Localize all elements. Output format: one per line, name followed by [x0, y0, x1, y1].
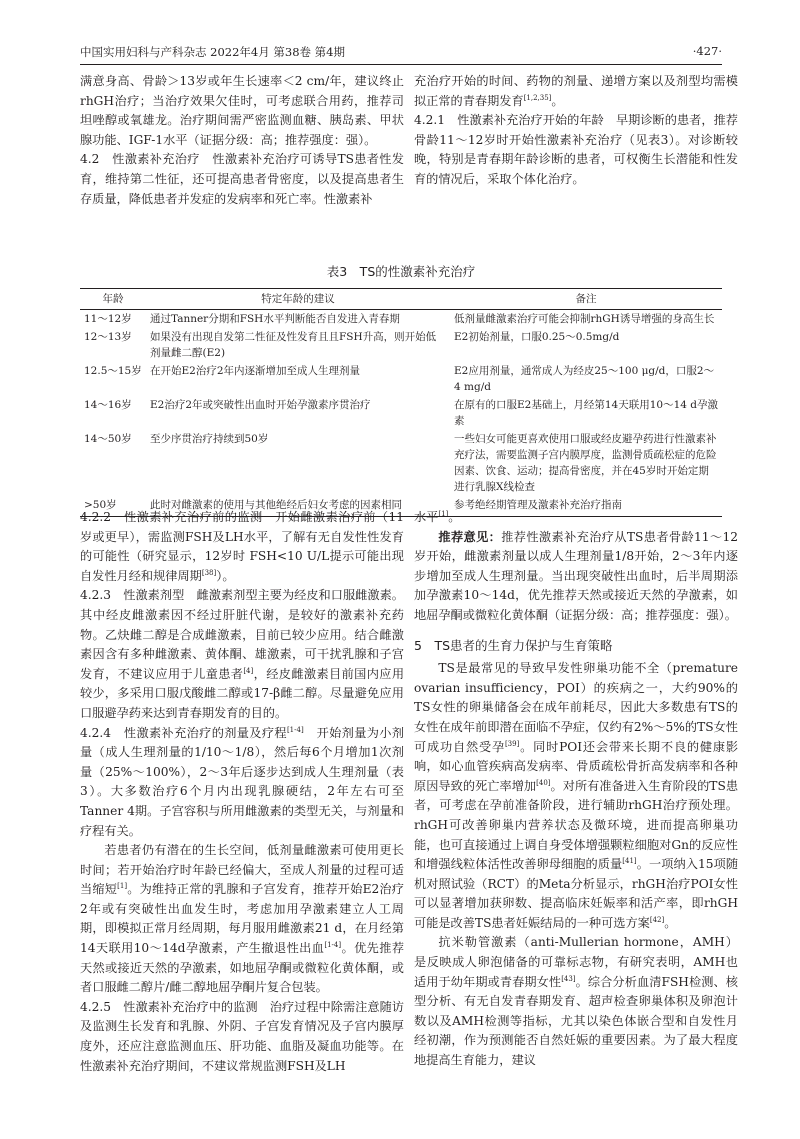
- cell-note: 在原有的口服E2基础上，月经第14天联用10～14 d孕激素: [454, 399, 718, 427]
- cell-suggestion: E2治疗2年或突破性出血时开始孕激素序贯治疗: [150, 399, 371, 411]
- cell-age: 14～16岁: [84, 399, 132, 411]
- section-4-2: 4.2 性激素补充治疗 性激素补充治疗可诱导TS患者性发育，维持第二性征，还可提高患者骨密度，以及提高患者生存质量，降低患者并发症的发病率和死亡率。性激素补: [80, 152, 404, 206]
- citation: [1]: [438, 509, 449, 518]
- page-number: ·427·: [692, 44, 722, 58]
- column-left-top: [80, 72, 404, 209]
- citation: [40]: [536, 778, 551, 787]
- section-4-2-1: 4.2.1 性激素补充治疗开始的年龄 早期诊断的患者，推荐骨龄11～12岁时开始性激素补充治疗（见表3）。对诊断较晚，特别是青春期年龄诊断的患者，可权衡生长潜能和性发育的情况后，采取个体化治疗。: [414, 113, 738, 186]
- citation: [41]: [622, 857, 637, 866]
- cell-age: 11～12岁: [84, 313, 132, 325]
- citation: [1-4]: [324, 941, 342, 949]
- citation: [38]: [201, 568, 217, 577]
- section-4-2-5: 4.2.5 性激素补充治疗中的监测 治疗过程中除需注意随访及监测生长发育和乳腺、外阴、子宫发育情况及子宫内膜厚度外，还应注意监测血压、肝功能、血脂及凝血功能等。在性激素补充治疗期间，不建议常规监测FSH及LH: [80, 999, 404, 1073]
- paragraph: 满意身高、骨龄＞13岁或年生长速率＜2 cm/年，建议终止rhGH治疗；当治疗效果欠佳时，可考虑联合用药，推荐司坦唑醇或氧雄龙。治疗期间需严密监测血糖、胰岛素、甲状腺功能、IGF-1水平（证据分级：高；推荐强度：强）。: [80, 74, 404, 147]
- table-row: [80, 310, 722, 329]
- section-4-2-3: 4.2.3 性激素剂型 雌激素剂型主要为经皮和口服雌激素。其中经皮雌激素因不经过肝脏代谢，是较好的激素补充药物。乙炔雌二醇是合成雌激素，目前已较少应用。结合雌激素因含有多种雌激素、黄体酮、雄激素，可干扰乳腺和子宫发育，不建议应用于儿童患者[4]，经皮雌激素目前国内应用较少，多采用口服戊酸雌二醇或17-β雌二醇。尽量避免应用口服避孕药来达到青春期发育的目的。: [80, 588, 405, 720]
- column-right-top: [414, 72, 738, 190]
- running-header: [80, 40, 722, 65]
- header-age: 年龄: [80, 289, 146, 310]
- cell-note: 低剂量雌激素治疗可能会抑制rhGH诱导增强的身高生长: [454, 313, 715, 325]
- cell-age: >50岁: [80, 496, 146, 517]
- citation: [39]: [504, 739, 520, 748]
- table-row: [80, 430, 722, 496]
- recommendation: 推荐意见：推荐性激素补充治疗从TS患者骨龄11～12岁开始，雌激素剂量以成人生理剂量1/8开始，2～3年内逐步增加至成人生理剂量。当出现突破性出血时，后半周期添加孕激素10～14d，优先推荐天然或接近天然的孕激素，如地屈孕酮或微粒化黄体酮（证据分级：高；推荐强度：强）。: [414, 529, 739, 622]
- journal-citation: 中国实用妇科与产科杂志 2022年4月 第38卷 第4期: [80, 45, 345, 59]
- section-4-2-2: 4.2.2 性激素补充治疗前的监测 开始雌激素治疗前（11岁或更早），需监测FSH及LH水平，了解有无自发性性发育的可能性（研究显示，12岁时 FSH<10 U/L提示可能出现自发性月经和规律周期[38]）。: [80, 510, 404, 583]
- cell-suggestion: 通过Tanner分期和FSH水平判断能否自发进入青春期: [150, 313, 400, 325]
- cell-suggestion: 如果没有出现自发第二性征及性发育且且FSH升高，则开始低剂量雌二醇(E2): [150, 331, 437, 359]
- paragraph: 抗米勒管激素（anti-Mullerian hormone，AMH）是反映成人卵泡储备的可靠标志物，有研究表明，AMH也适用于幼年期或青春期女性[43]。综合分析血清FSH检测、核型分析、有无自发青春期发育、超声检查卵巢体积及卵泡计数以及AMH检测等指标，尤其以染色体嵌合型和自发性月经初潮，作为预测能否自然妊娠的重要因素。为了最大程度地提高生育能力，建议: [414, 935, 738, 1068]
- table-row: [80, 328, 722, 362]
- cell-age: 14～50岁: [84, 433, 132, 445]
- paragraph: 若患者仍有潜在的生长空间，低剂量雌激素可使用更长时间；若开始治疗时年龄已经偏大，至成人剂量的过程可适当缩短[1]。为维持正常的乳腺和子宫发育，推荐开始E2治疗2年或有突破性出血发生时，考虑加用孕激素建立人工周期，即模拟正常月经周期，每月服用雌激素21 d，在月经第14天联用10～14d孕激素，产生撤退性出血[1-4]。优先推荐天然或接近天然的孕激素，如地屈孕酮或微粒化黄体酮，或者口服雌二醇片/雌二醇地屈孕酮片复合包装。: [80, 843, 405, 995]
- cell-suggestion: 此时对雌激素的使用与其他绝经后妇女考虑的因素相同: [146, 496, 450, 517]
- cell-note: E2应用剂量，通常成人为经皮25～100 μg/d，口服2～4 mg/d: [454, 365, 715, 393]
- citation: [1]: [117, 882, 128, 891]
- header-note: 备注: [450, 289, 722, 310]
- citation: [42]: [649, 915, 665, 924]
- table-caption: 表3 TS的性激素补充治疗: [326, 264, 476, 279]
- cell-note: E2初始剂量，口服0.25～0.5mg/d: [454, 331, 620, 343]
- paragraph: 水平[1]。: [414, 509, 461, 524]
- table-3: [80, 288, 722, 517]
- citation: [1,2,35]: [523, 93, 552, 102]
- section-4-2-4: 4.2.4 性激素补充治疗的剂量及疗程[1-4] 开始剂量为小剂量（成人生理剂量的1/10～1/8），然后每6个月增加1次剂量（25%～100%），2～3年后逐步达到成人生理剂量（表3）。大多数治疗6个月内出现乳腺硬结，2年左右可至Tanner 4期。子宫容积与所用雌激素的类型无关，与剂量和疗程有关。: [80, 725, 404, 838]
- paragraph: 充治疗开始的时间、药物的剂量、递增方案以及剂型均需模拟正常的青春期发育[1,2,35]。: [414, 74, 738, 108]
- column-left-bottom: [80, 508, 404, 1076]
- cell-note: 一些妇女可能更喜欢使用口服或经皮避孕药进行性激素补充疗法，需要监测子宫内膜厚度，监测骨质疏松症的危险因素、饮食、运动；提高骨密度，并在45岁时开始定期进行乳腺X线检查: [454, 433, 717, 493]
- column-right-bottom: [414, 508, 738, 1071]
- cell-age: 12.5～15岁: [84, 365, 142, 377]
- recommendation-label: 推荐意见：: [438, 529, 502, 544]
- citation: [4]: [243, 666, 254, 675]
- header-suggestion: 特定年龄的建议: [146, 289, 450, 310]
- citation: [1-4]: [286, 725, 304, 734]
- table-row: [80, 396, 722, 430]
- paragraph: TS是最常见的导致早发性卵巢功能不全（premature ovarian insufficiency，POI）的疾病之一，大约90%的TS女性的卵巢储备会在成年前耗尽，因此大多数患有TS的女性在成年前即潜在面临不孕症，仅约有2%～5%的TS女性可成功自然受孕[39]。同时POI还会带来长期不良的健康影响，如心血管疾病高发病率、骨质疏松骨折高发病率和各种原因导致的死亡率增加[40]。对所有准备进入生育阶段的TS患者，可考虑在孕前准备阶段，进行辅助rhGH治疗预处理。rhGH可改善卵巢内营养状态及微环境，进而提高卵巢功能，也可直接通过上调自身受体增强颗粒细胞对Gn的反应性和增强线粒体活性改善卵母细胞的质量[41]。一项纳入15项随机对照试验（RCT）的Meta分析显示，rhGH治疗POI女性可以显著增加获卵数、提高临床妊娠率和活产率，即rhGH可能是改善TS患者妊娠结局的一种可选方案[42]。: [414, 661, 739, 930]
- cell-age: 12～13岁: [84, 331, 132, 343]
- cell-note: 参考绝经期管理及激素补充治疗指南: [450, 496, 722, 517]
- section-5-heading: 5 TS患者的生育力保护与生育策略: [414, 637, 613, 653]
- cell-suggestion: 至少序贯治疗持续到50岁: [150, 433, 269, 445]
- table-row: [80, 362, 722, 396]
- citation: [43]: [561, 974, 576, 983]
- cell-suggestion: 在开始E2治疗2年内逐渐增加至成人生理剂量: [150, 365, 361, 377]
- table-header-row: [80, 289, 722, 310]
